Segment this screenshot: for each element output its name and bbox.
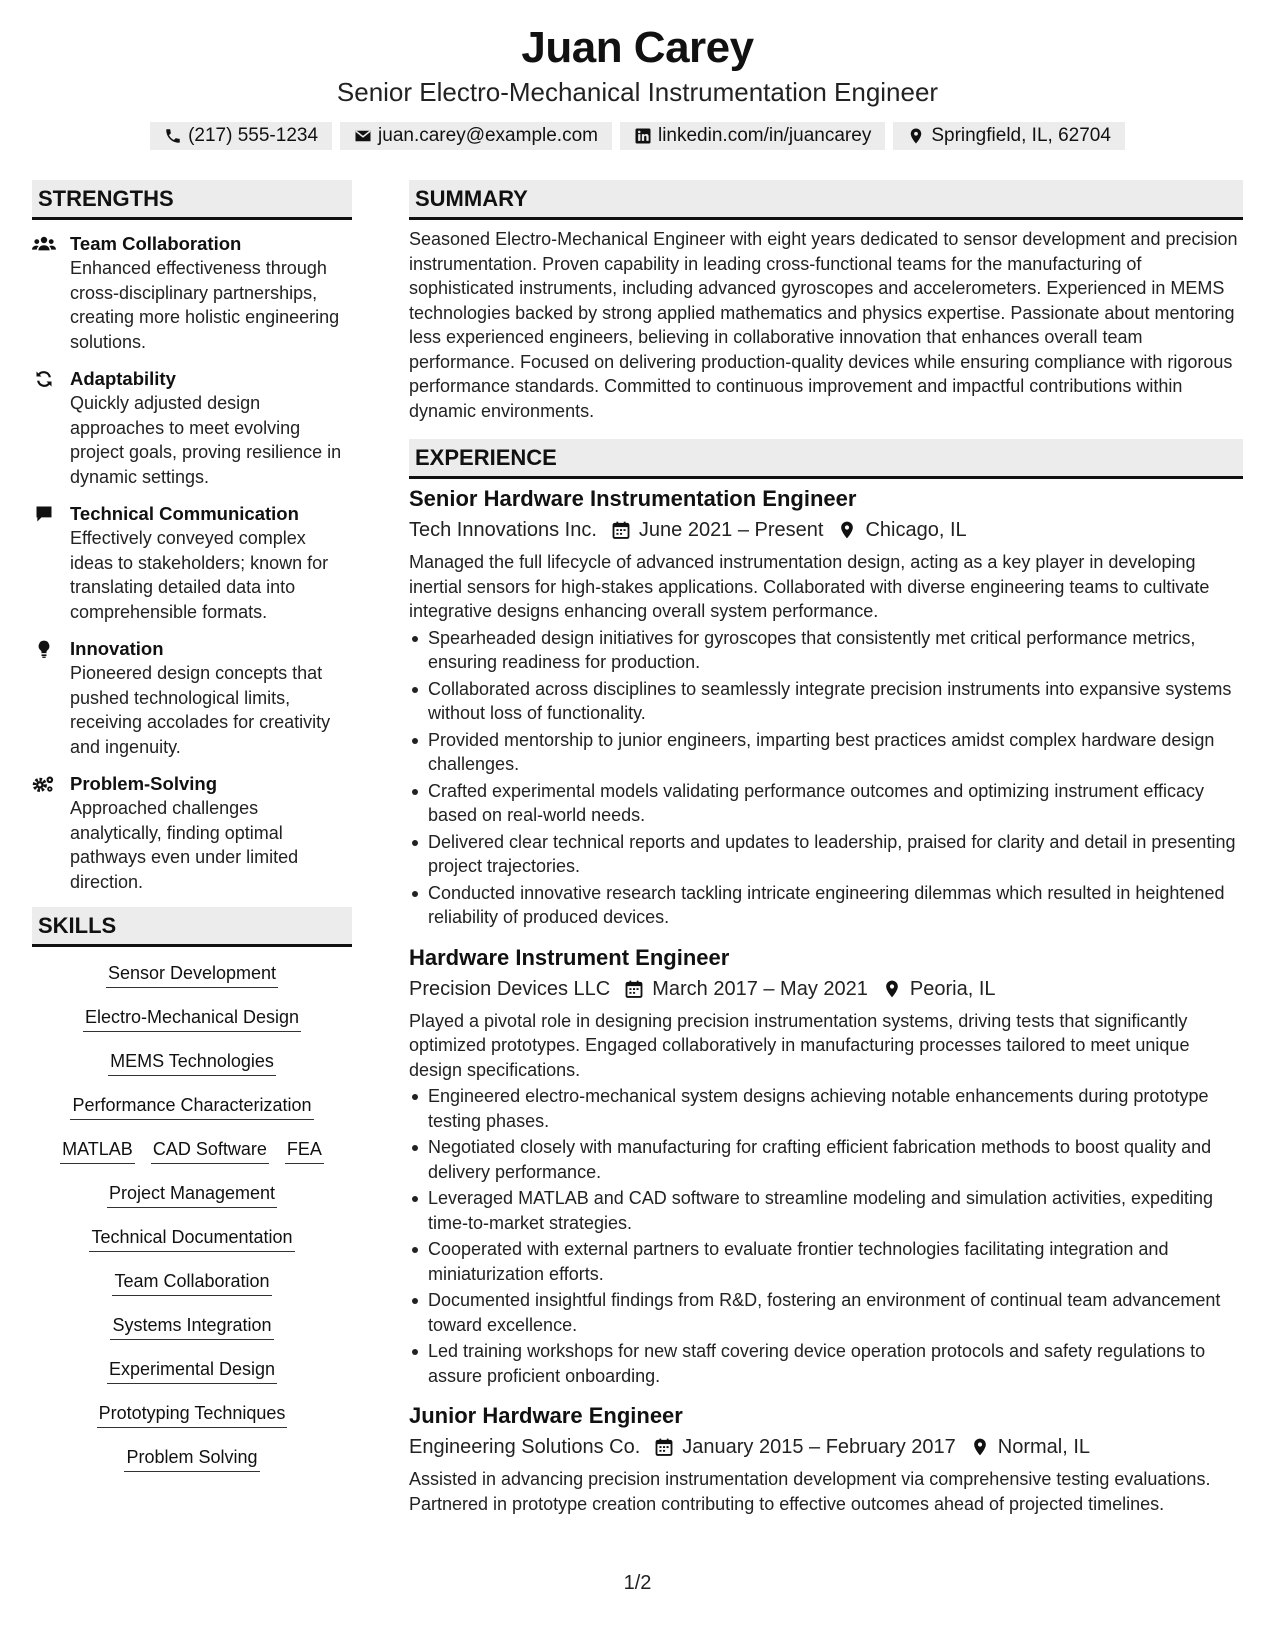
contact-location[interactable] <box>893 122 1125 150</box>
experience-list <box>409 485 1243 1516</box>
job-bullet: Leveraged MATLAB and CAD software to streamline modeling and simulation activities, expediting time-to-market strategies. <box>409 1186 1243 1235</box>
job-bullets <box>409 1084 1243 1388</box>
strength-desc: Quickly adjusted design approaches to meet evolving project goals, proving resilience in dynamic settings. <box>70 393 342 487</box>
skill-tag: Team Collaboration <box>112 1269 271 1296</box>
job-title: Junior Hardware Engineer <box>409 1403 683 1428</box>
lightbulb-icon <box>32 639 56 659</box>
right-column <box>409 180 1243 1516</box>
job-bullet: Spearheaded design initiatives for gyroscopes that consistently met critical performance metrics, ensuring readiness for production. <box>409 626 1243 675</box>
contact-linkedin[interactable] <box>620 122 885 150</box>
skill-tag: MATLAB <box>60 1137 135 1164</box>
contact-text: linkedin.com/in/juancarey <box>657 125 872 146</box>
envelope-icon <box>354 127 372 145</box>
job-title: Senior Hardware Instrumentation Engineer <box>409 486 857 511</box>
skill-tag: Sensor Development <box>106 961 278 988</box>
skill-tag: Systems Integration <box>110 1313 273 1340</box>
job-entry <box>409 944 1243 1389</box>
strengths-list <box>32 232 352 894</box>
contact-email[interactable] <box>340 122 612 150</box>
strength-title: Innovation <box>70 638 164 659</box>
strength-title: Problem-Solving <box>70 773 217 794</box>
skills-list <box>32 961 352 1472</box>
job-company: Precision Devices LLC <box>409 977 611 1000</box>
map-pin-icon <box>970 1437 990 1457</box>
summary-heading: SUMMARY <box>409 180 1243 220</box>
skill-tag: Electro-Mechanical Design <box>83 1005 301 1032</box>
contact-text: juan.carey@example.com <box>378 125 598 146</box>
calendar-icon <box>611 520 631 540</box>
job-title: Hardware Instrument Engineer <box>409 944 730 970</box>
map-pin-icon <box>882 979 902 999</box>
skill-tag: Experimental Design <box>107 1357 277 1384</box>
refresh-icon <box>32 369 56 389</box>
skill-tag: Performance Characterization <box>70 1093 313 1120</box>
job-bullet: Engineered electro-mechanical system designs achieving notable enhancements during prototype testing phases. <box>409 1084 1243 1133</box>
skill-tag: Technical Documentation <box>89 1225 294 1252</box>
summary-text: Seasoned Electro-Mechanical Engineer with eight years dedicated to sensor development and precision instrumentation. Proven capability in leading cross-functional teams for the manufacturing of sophisticated instruments, including advanced gyroscopes and accelerometers. Experienced in MEMS technologies backed by strong applied mathematics and physics expertise. Passionate about mentoring less experienced engineers, believing in collaborative innovation that enhances overall team performance. Focused on delivering production-quality devices while ensuring compliance with rigorous performance standards. Committed to continuous improvement and impactful contributions within dynamic environments. <box>409 229 1238 421</box>
job-bullet: Documented insightful findings from R&D, fostering an environment of continual team advancement toward excellence. <box>409 1288 1243 1337</box>
skill-tag: MEMS Technologies <box>108 1049 276 1076</box>
job-bullet: Cooperated with external partners to evaluate frontier technologies facilitating integration and miniaturization efforts. <box>409 1237 1243 1286</box>
job-meta <box>409 516 1243 544</box>
job-location: Chicago, IL <box>865 519 967 541</box>
job-dates: June 2021 – Present <box>638 519 824 541</box>
map-pin-icon <box>907 127 925 145</box>
job-location: Peoria, IL <box>909 977 996 1000</box>
gears-icon <box>32 774 56 794</box>
skill-tag: FEA <box>285 1137 324 1164</box>
job-bullet: Conducted innovative research tackling intricate engineering dilemmas which resulted in heightened reliability of produced devices. <box>409 881 1243 930</box>
strength-item <box>32 637 352 759</box>
job-company: Engineering Solutions Co. <box>409 1436 641 1458</box>
job-meta <box>409 1433 1243 1461</box>
job-dates: January 2015 – February 2017 <box>682 1436 956 1458</box>
strength-desc: Pioneered design concepts that pushed technological limits, receiving accolades for creativity and ingenuity. <box>70 663 331 757</box>
calendar-icon <box>654 1437 674 1457</box>
map-pin-icon <box>837 520 857 540</box>
strength-desc: Enhanced effectiveness through cross-disciplinary partnerships, creating more holistic engineering solutions. <box>70 258 340 352</box>
contact-text: Springfield, IL, 62704 <box>931 125 1111 146</box>
skill-tag: Problem Solving <box>124 1445 259 1472</box>
job-bullets <box>409 626 1243 930</box>
skill-tag: CAD Software <box>151 1137 269 1164</box>
contact-phone[interactable] <box>150 122 332 150</box>
candidate-title: Senior Electro-Mechanical Instrumentation Engineer <box>336 77 939 107</box>
job-location: Normal, IL <box>997 1436 1091 1458</box>
job-entry <box>409 485 1243 930</box>
job-description: Assisted in advancing precision instrumentation development via comprehensive testing evaluations. Partnered in prototype creation contributing to effective outcomes ahead of projected timelines. <box>409 1469 1211 1514</box>
job-dates: March 2017 – May 2021 <box>652 977 868 1000</box>
job-bullet: Collaborated across disciplines to seamlessly integrate precision instruments into expansive systems without loss of functionality. <box>409 677 1243 726</box>
skill-tag: Project Management <box>107 1181 277 1208</box>
job-bullet: Delivered clear technical reports and updates to leadership, praised for clarity and detail in presenting project trajectories. <box>409 830 1243 879</box>
job-company: Tech Innovations Inc. <box>409 519 597 541</box>
page-number: 1/2 <box>623 1572 652 1594</box>
users-icon <box>32 234 56 254</box>
calendar-icon <box>624 979 644 999</box>
resume-header <box>0 22 1275 150</box>
strength-item <box>32 772 352 894</box>
skills-heading: SKILLS <box>32 907 352 947</box>
contact-text: (217) 555-1234 <box>188 125 319 146</box>
phone-icon <box>164 127 182 145</box>
strength-item <box>32 232 352 354</box>
job-description: Managed the full lifecycle of advanced instrumentation design, acting as a key player in developing inertial sensors for high-stakes applications. Collaborated with diverse engineering teams to cultivate integrative designs enhancing overall system performance. <box>409 552 1210 621</box>
job-bullet: Provided mentorship to junior engineers, imparting best practices amidst complex hardware design challenges. <box>409 728 1243 777</box>
job-meta <box>409 975 1243 1003</box>
strength-title: Team Collaboration <box>70 233 242 254</box>
strength-item <box>32 367 352 489</box>
job-bullet: Negotiated closely with manufacturing for crafting efficient fabrication methods to boost quality and delivery performance. <box>409 1135 1243 1184</box>
comment-icon <box>32 504 56 524</box>
job-bullet: Led training workshops for new staff covering device operation protocols and safety regulations to assure proficient onboarding. <box>409 1339 1243 1388</box>
job-description: Played a pivotal role in designing precision instrumentation systems, driving tests that significantly optimized prototypes. Engaged collaboratively in manufacturing processes tailored to meet unique design specifications. <box>409 1010 1190 1080</box>
job-entry <box>409 1402 1243 1516</box>
candidate-name: Juan Carey <box>521 23 754 72</box>
experience-heading: EXPERIENCE <box>409 439 1243 479</box>
linkedin-icon <box>634 127 652 145</box>
strengths-heading: STRENGTHS <box>32 180 352 220</box>
left-column <box>32 180 352 1489</box>
strength-desc: Approached challenges analytically, finding optimal pathways even under limited direction. <box>70 798 299 892</box>
strength-item <box>32 502 352 624</box>
strength-title: Technical Communication <box>70 503 299 524</box>
strength-title: Adaptability <box>70 368 176 389</box>
job-bullet: Crafted experimental models validating performance outcomes and optimizing instrument efficacy based on real-world needs. <box>409 779 1243 828</box>
skill-tag: Prototyping Techniques <box>97 1401 288 1428</box>
strength-desc: Effectively conveyed complex ideas to stakeholders; known for translating detailed data into comprehensible formats. <box>70 528 329 622</box>
contact-bar <box>0 122 1275 150</box>
